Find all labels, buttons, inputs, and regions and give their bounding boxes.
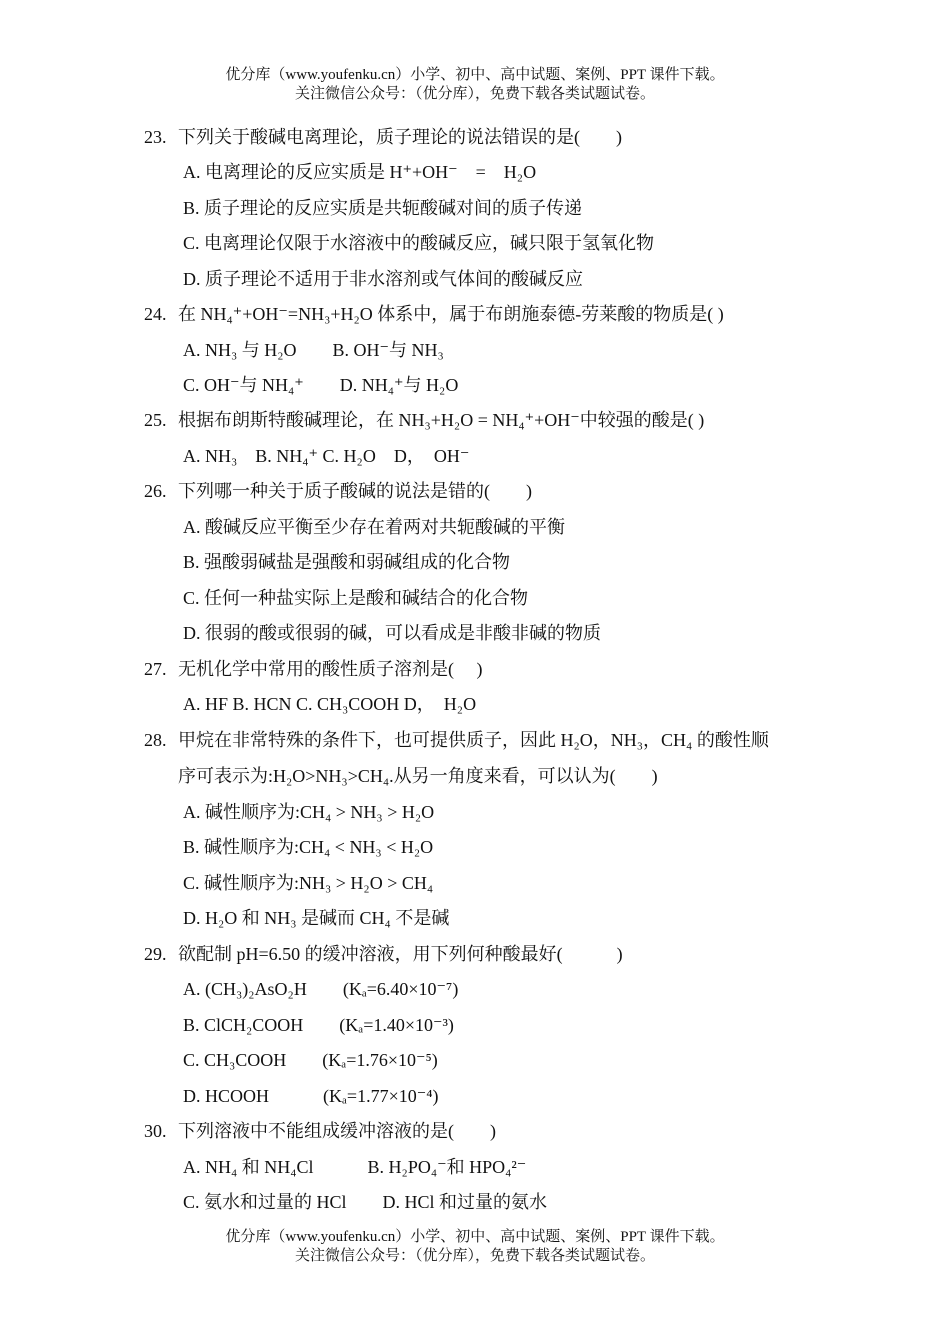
option-b: B. 碱性顺序为:CH₄ < NH₃ < H₂O	[183, 837, 434, 857]
footer-line-2: 关注微信公众号：（优分库），免费下载各类试题试卷。	[294, 1248, 655, 1264]
question-28	[144, 728, 769, 752]
options-line: A. HF B. HCN C. CH₃COOH D， H₂O	[183, 694, 477, 714]
question-number: 27.	[144, 659, 167, 679]
question-29	[144, 942, 623, 966]
question-stem: 无机化学中常用的酸性质子溶剂是( )	[178, 659, 483, 679]
options-a-b: A. NH₃ 与 H₂O B. OH⁻与 NH₃	[183, 340, 444, 360]
question-stem: 下列关于酸碱电离理论，质子理论的说法错误的是( )	[178, 127, 622, 147]
question-number: 24.	[144, 304, 167, 324]
question-23	[144, 125, 622, 149]
question-number: 25.	[144, 410, 167, 430]
options-c-d: C. 氨水和过量的 HCl D. HCl 和过量的氨水	[183, 1192, 548, 1212]
page-header	[0, 66, 950, 104]
option-a: A. (CH₃)₂AsO₂H (Kₐ=6.40×10⁻⁷)	[183, 979, 459, 999]
question-number: 26.	[144, 481, 167, 501]
options-c-d: C. OH⁻与 NH₄⁺ D. NH₄⁺与 H₂O	[183, 375, 459, 395]
option-c: C. CH₃COOH (Kₐ=1.76×10⁻⁵)	[183, 1050, 438, 1070]
option-b: B. 强酸弱碱盐是强酸和弱碱组成的化合物	[183, 552, 511, 572]
question-stem: 下列哪一种关于质子酸碱的说法是错的( )	[178, 481, 532, 501]
question-number: 23.	[144, 127, 167, 147]
options-line: A. NH₃ B. NH₄⁺ C. H₂O D， OH⁻	[183, 446, 470, 466]
header-line-1: 优分库（www.youfenku.cn）小学、初中、高中试题、案例、PPT 课件下载。	[225, 67, 725, 83]
option-c: C. 电离理论仅限于水溶液中的酸碱反应，碱只限于氢氧化物	[183, 233, 655, 253]
option-d: D. H₂O 和 NH₃ 是碱而 CH₄ 不是碱	[183, 908, 450, 928]
question-stem-line-1: 甲烷在非常特殊的条件下，也可提供质子，因此 H₂O，NH₃，CH₄ 的酸性顺	[178, 730, 769, 750]
question-stem: 下列溶液中不能组成缓冲溶液的是( )	[178, 1121, 496, 1141]
question-27	[144, 657, 483, 681]
question-stem-line-2: 序可表示为:H₂O>NH₃>CH₄.从另一角度来看，可以认为( )	[178, 766, 658, 786]
question-stem: 根据布朗斯特酸碱理论，在 NH₃+H₂O = NH₄⁺+OH⁻中较强的酸是( )	[178, 410, 705, 430]
question-30	[144, 1119, 496, 1143]
option-b: B. ClCH₂COOH (Kₐ=1.40×10⁻³)	[183, 1015, 454, 1035]
option-a: A. 碱性顺序为:CH₄ > NH₃ > H₂O	[183, 802, 435, 822]
question-stem: 欲配制 pH=6.50 的缓冲溶液，用下列何种酸最好( )	[178, 944, 623, 964]
option-d: D. HCOOH (Kₐ=1.77×10⁻⁴)	[183, 1086, 439, 1106]
question-24	[144, 302, 724, 326]
question-number: 30.	[144, 1121, 167, 1141]
question-stem: 在 NH₄⁺+OH⁻=NH₃+H₂O 体系中，属于布朗施泰德-劳莱酸的物质是( )	[178, 304, 724, 324]
question-25	[144, 408, 704, 432]
option-c: C. 任何一种盐实际上是酸和碱结合的化合物	[183, 588, 529, 608]
options-a-b: A. NH₄ 和 NH₄Cl B. H₂PO₄⁻和 HPO₄²⁻	[183, 1157, 527, 1177]
option-a: A. 酸碱反应平衡至少存在着两对共轭酸碱的平衡	[183, 517, 565, 537]
option-d: D. 很弱的酸或很弱的碱，可以看成是非酸非碱的物质	[183, 623, 601, 643]
option-b: B. 质子理论的反应实质是共轭酸碱对间的质子传递	[183, 198, 583, 218]
option-d: D. 质子理论不适用于非水溶剂或气体间的酸碱反应	[183, 269, 583, 289]
question-number: 29.	[144, 944, 167, 964]
option-a: A. 电离理论的反应实质是 H⁺+OH⁻ = H₂O	[183, 162, 537, 182]
footer-line-1: 优分库（www.youfenku.cn）小学、初中、高中试题、案例、PPT 课件下载。	[225, 1229, 725, 1245]
question-number: 28.	[144, 730, 167, 750]
page-footer	[0, 1228, 950, 1266]
question-26	[144, 479, 532, 503]
header-line-2: 关注微信公众号：（优分库），免费下载各类试题试卷。	[294, 86, 655, 102]
option-c: C. 碱性顺序为:NH₃ > H₂O > CH₄	[183, 873, 434, 893]
